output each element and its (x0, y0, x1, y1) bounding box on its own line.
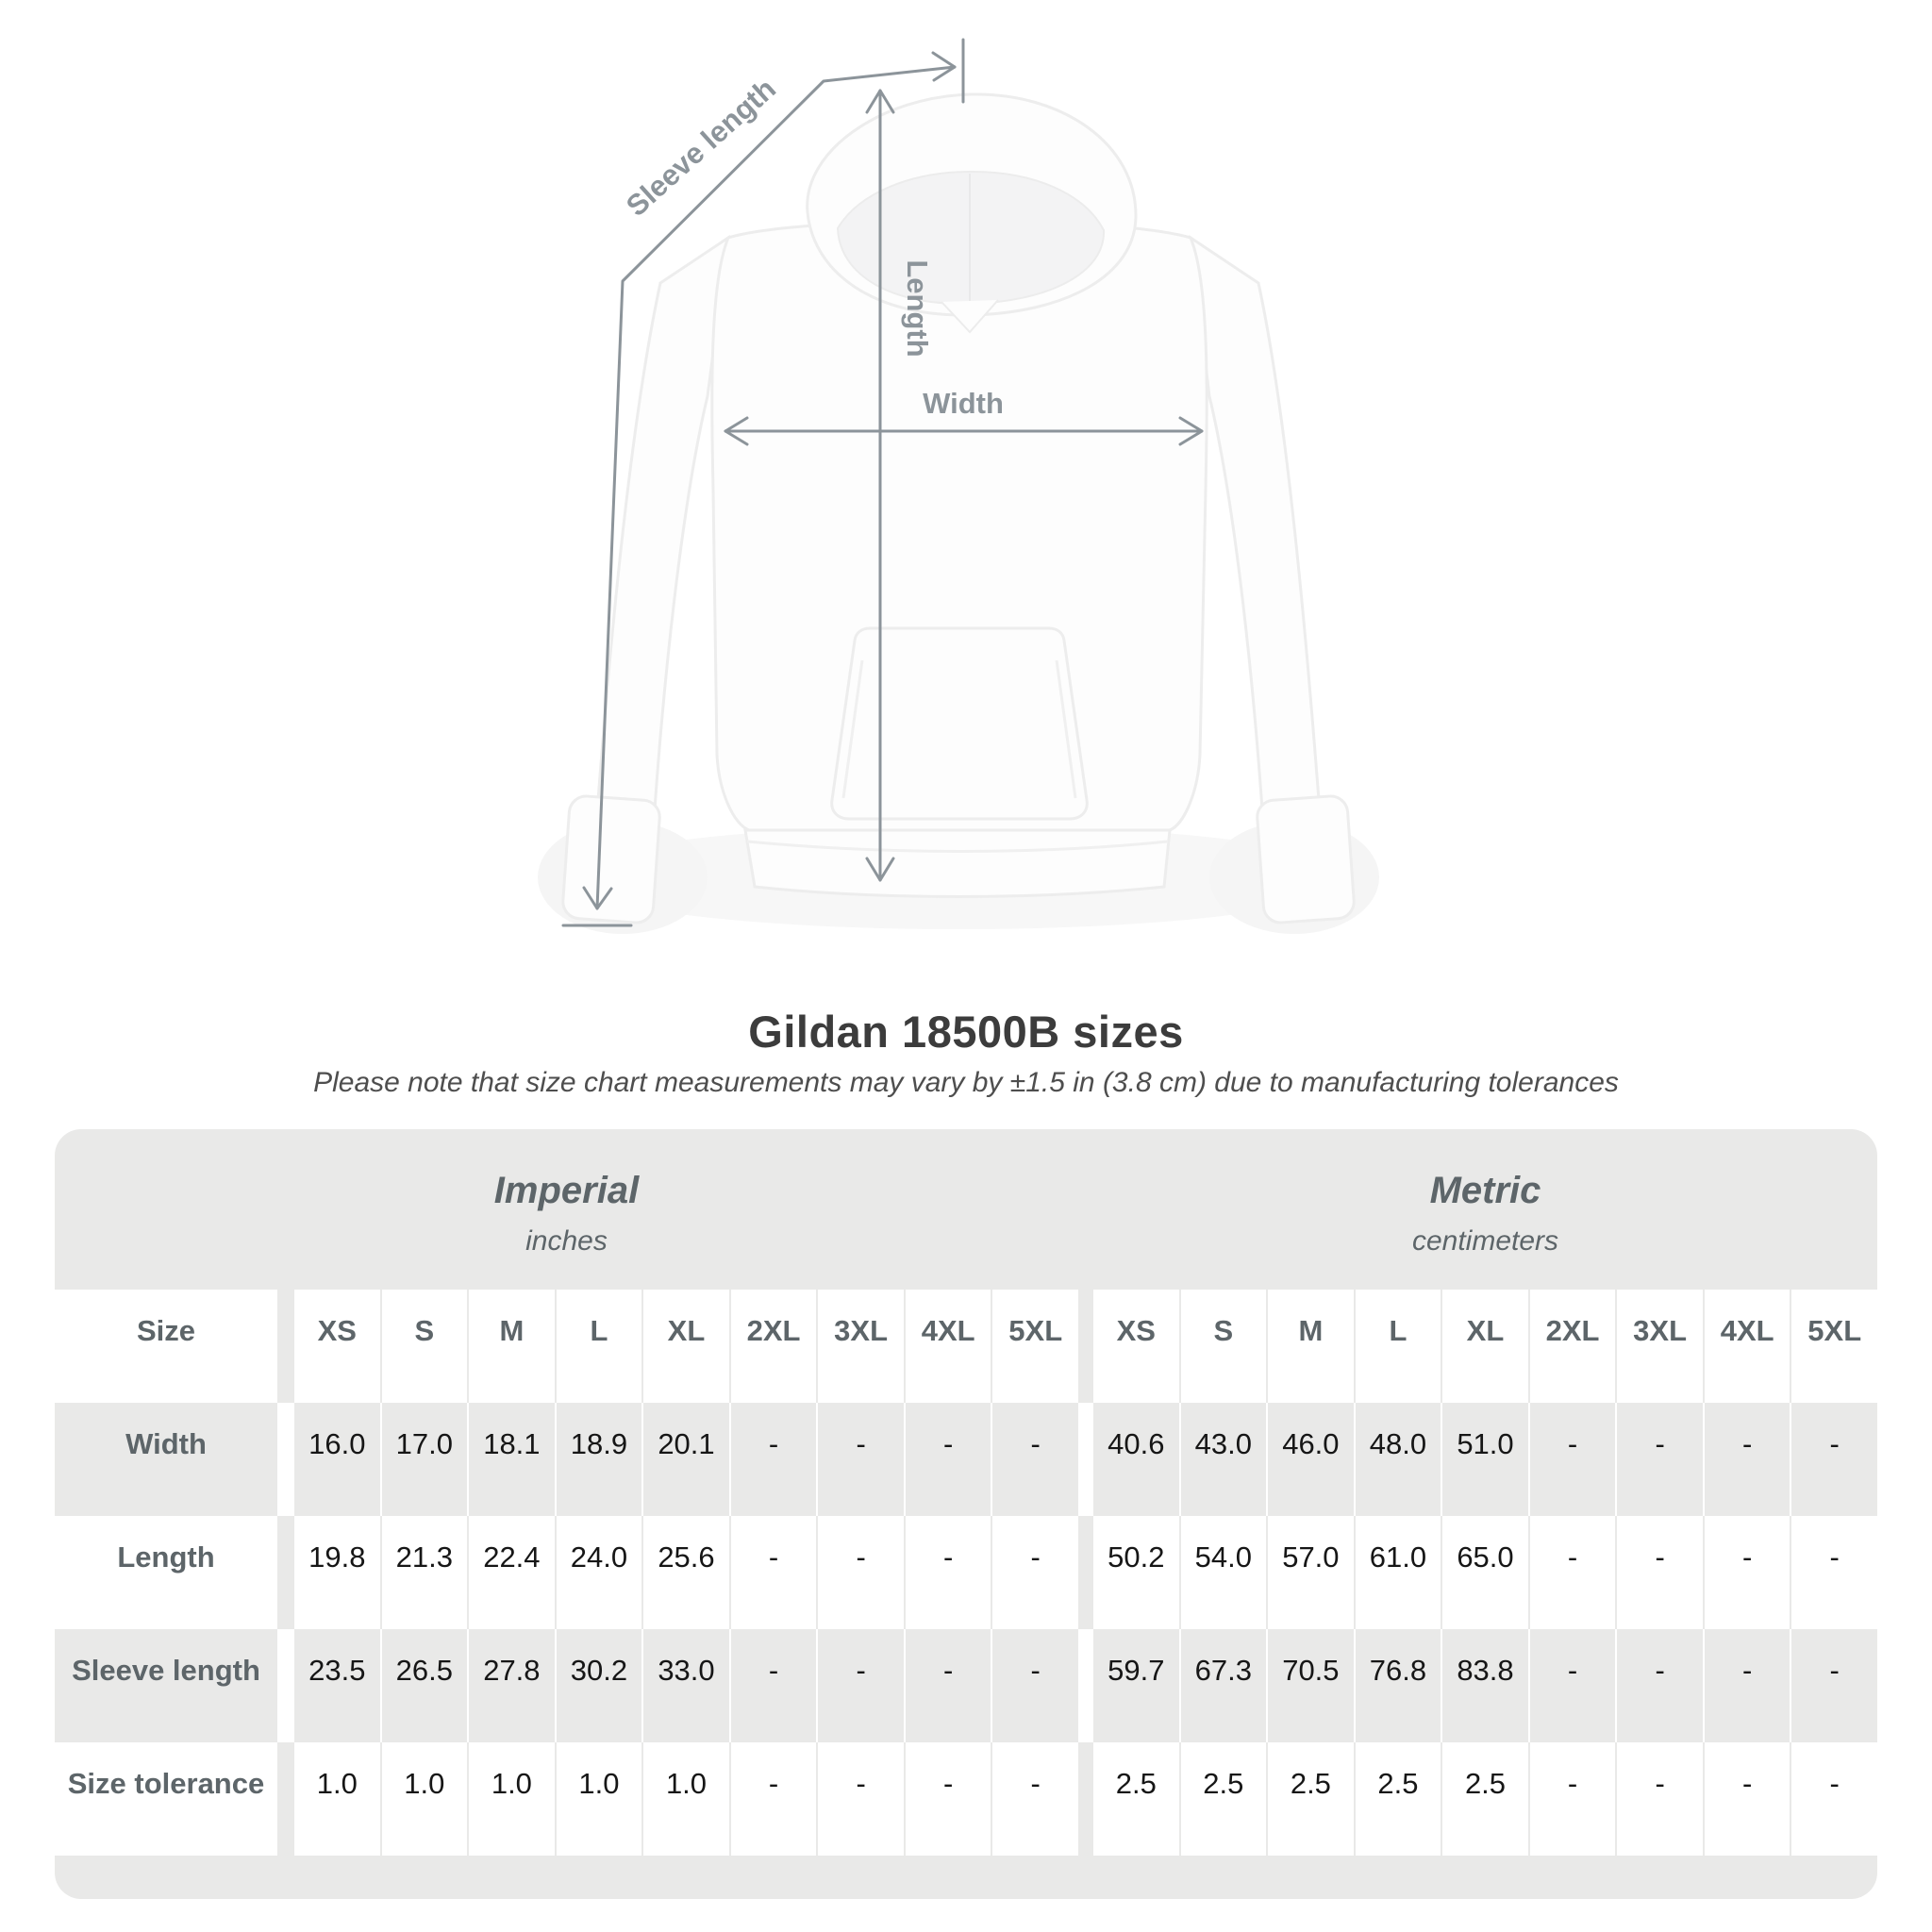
metric-value: - (1530, 1403, 1616, 1516)
size-label: XL (643, 1290, 729, 1403)
metric-value: 46.0 (1268, 1403, 1354, 1516)
imperial-value: - (731, 1516, 817, 1629)
metric-value: 2.5 (1181, 1742, 1267, 1856)
size-label: S (1181, 1290, 1267, 1403)
imperial-value: - (992, 1629, 1078, 1742)
table-row (55, 1629, 1877, 1742)
length-label: Length (901, 259, 934, 358)
metric-value: - (1705, 1403, 1790, 1516)
imperial-value: - (906, 1403, 991, 1516)
metric-value: - (1617, 1516, 1703, 1629)
metric-value: - (1530, 1516, 1616, 1629)
imperial-value: 20.1 (643, 1403, 729, 1516)
metric-value: - (1705, 1742, 1790, 1856)
metric-value: 2.5 (1268, 1742, 1354, 1856)
imperial-value: 1.0 (557, 1742, 642, 1856)
column-spacer (279, 1290, 292, 1403)
imperial-value: 30.2 (557, 1629, 642, 1742)
column-spacer (279, 1629, 292, 1742)
column-spacer (1080, 1516, 1091, 1629)
metric-value: - (1705, 1629, 1790, 1742)
size-label: XS (294, 1290, 380, 1403)
metric-value: - (1791, 1629, 1877, 1742)
metric-value: - (1530, 1629, 1616, 1742)
imperial-value: - (906, 1629, 991, 1742)
metric-value: 67.3 (1181, 1629, 1267, 1742)
hoodie-pocket (832, 628, 1088, 819)
tolerance-note: Please note that size chart measurements may vary by ±1.5 in (3.8 cm) due to manufacturing tolerances (313, 1067, 1619, 1098)
imperial-value: - (992, 1516, 1078, 1629)
size-column-header: Size (55, 1290, 277, 1403)
size-table-rows (55, 1290, 1877, 1856)
imperial-value: 18.1 (469, 1403, 555, 1516)
metric-value: 2.5 (1442, 1742, 1528, 1856)
imperial-section-header (55, 1129, 1078, 1290)
size-label: XS (1093, 1290, 1179, 1403)
metric-value: - (1617, 1403, 1703, 1516)
size-label: 2XL (731, 1290, 817, 1403)
table-row (55, 1403, 1877, 1516)
size-label: M (469, 1290, 555, 1403)
size-label: 4XL (906, 1290, 991, 1403)
imperial-value: - (818, 1403, 904, 1516)
metric-unit: centimeters (1411, 1224, 1559, 1257)
size-label: 3XL (818, 1290, 904, 1403)
metric-value: 2.5 (1356, 1742, 1441, 1856)
table-row (55, 1742, 1877, 1856)
imperial-value: 1.0 (382, 1742, 468, 1856)
metric-value: 48.0 (1356, 1403, 1441, 1516)
table-row (55, 1516, 1877, 1629)
metric-value: 65.0 (1442, 1516, 1528, 1629)
column-spacer (279, 1403, 292, 1516)
imperial-title: Imperial (493, 1169, 640, 1211)
metric-title: Metric (1429, 1169, 1541, 1211)
size-header-row (55, 1290, 1877, 1403)
size-label: L (1356, 1290, 1441, 1403)
metric-value: - (1705, 1516, 1790, 1629)
size-label: 5XL (1791, 1290, 1877, 1403)
metric-value: - (1617, 1742, 1703, 1856)
metric-section-header (1093, 1129, 1877, 1290)
metric-value: 51.0 (1442, 1403, 1528, 1516)
column-spacer (1080, 1290, 1091, 1403)
size-label: XL (1442, 1290, 1528, 1403)
size-label: S (382, 1290, 468, 1403)
size-label: L (557, 1290, 642, 1403)
column-spacer (279, 1516, 292, 1629)
imperial-value: 18.9 (557, 1403, 642, 1516)
column-spacer (1080, 1403, 1091, 1516)
metric-value: 70.5 (1268, 1629, 1354, 1742)
metric-value: 57.0 (1268, 1516, 1354, 1629)
size-label: 5XL (992, 1290, 1078, 1403)
imperial-value: 27.8 (469, 1629, 555, 1742)
metric-value: - (1617, 1629, 1703, 1742)
metric-value: 2.5 (1093, 1742, 1179, 1856)
column-spacer (1080, 1742, 1091, 1856)
imperial-value: 1.0 (643, 1742, 729, 1856)
imperial-value: - (906, 1516, 991, 1629)
metric-value: 61.0 (1356, 1516, 1441, 1629)
imperial-value: - (906, 1742, 991, 1856)
imperial-value: - (818, 1516, 904, 1629)
imperial-value: 33.0 (643, 1629, 729, 1742)
imperial-value: - (818, 1629, 904, 1742)
metric-value: 40.6 (1093, 1403, 1179, 1516)
metric-value: 43.0 (1181, 1403, 1267, 1516)
size-label: M (1268, 1290, 1354, 1403)
imperial-unit: inches (525, 1224, 608, 1257)
imperial-value: 1.0 (469, 1742, 555, 1856)
metric-value: - (1530, 1742, 1616, 1856)
row-label: Width (55, 1403, 277, 1516)
row-label: Length (55, 1516, 277, 1629)
metric-value: 76.8 (1356, 1629, 1441, 1742)
metric-value: - (1791, 1403, 1877, 1516)
row-label: Sleeve length (55, 1629, 277, 1742)
page-title: Gildan 18500B sizes (748, 1007, 1184, 1057)
imperial-value: 23.5 (294, 1629, 380, 1742)
metric-value: 54.0 (1181, 1516, 1267, 1629)
metric-value: - (1791, 1742, 1877, 1856)
imperial-value: 26.5 (382, 1629, 468, 1742)
metric-value: 59.7 (1093, 1629, 1179, 1742)
imperial-value: 25.6 (643, 1516, 729, 1629)
imperial-value: - (731, 1742, 817, 1856)
imperial-value: 22.4 (469, 1516, 555, 1629)
size-label: 2XL (1530, 1290, 1616, 1403)
imperial-value: - (818, 1742, 904, 1856)
width-label: Width (923, 387, 1004, 420)
imperial-value: - (731, 1403, 817, 1516)
sleeve-length-label: Sleeve length (620, 72, 782, 224)
imperial-value: - (992, 1403, 1078, 1516)
unit-sections (55, 1129, 1877, 1290)
imperial-value: 19.8 (294, 1516, 380, 1629)
size-label: 3XL (1617, 1290, 1703, 1403)
imperial-value: - (992, 1742, 1078, 1856)
row-label: Size tolerance (55, 1742, 277, 1856)
column-spacer (279, 1742, 292, 1856)
imperial-value: 21.3 (382, 1516, 468, 1629)
column-spacer (1080, 1629, 1091, 1742)
imperial-value: 24.0 (557, 1516, 642, 1629)
size-table (55, 1129, 1877, 1899)
size-label: 4XL (1705, 1290, 1790, 1403)
metric-value: 50.2 (1093, 1516, 1179, 1629)
metric-value: - (1791, 1516, 1877, 1629)
imperial-value: 1.0 (294, 1742, 380, 1856)
metric-value: 83.8 (1442, 1629, 1528, 1742)
imperial-value: 17.0 (382, 1403, 468, 1516)
imperial-value: 16.0 (294, 1403, 380, 1516)
imperial-value: - (731, 1629, 817, 1742)
